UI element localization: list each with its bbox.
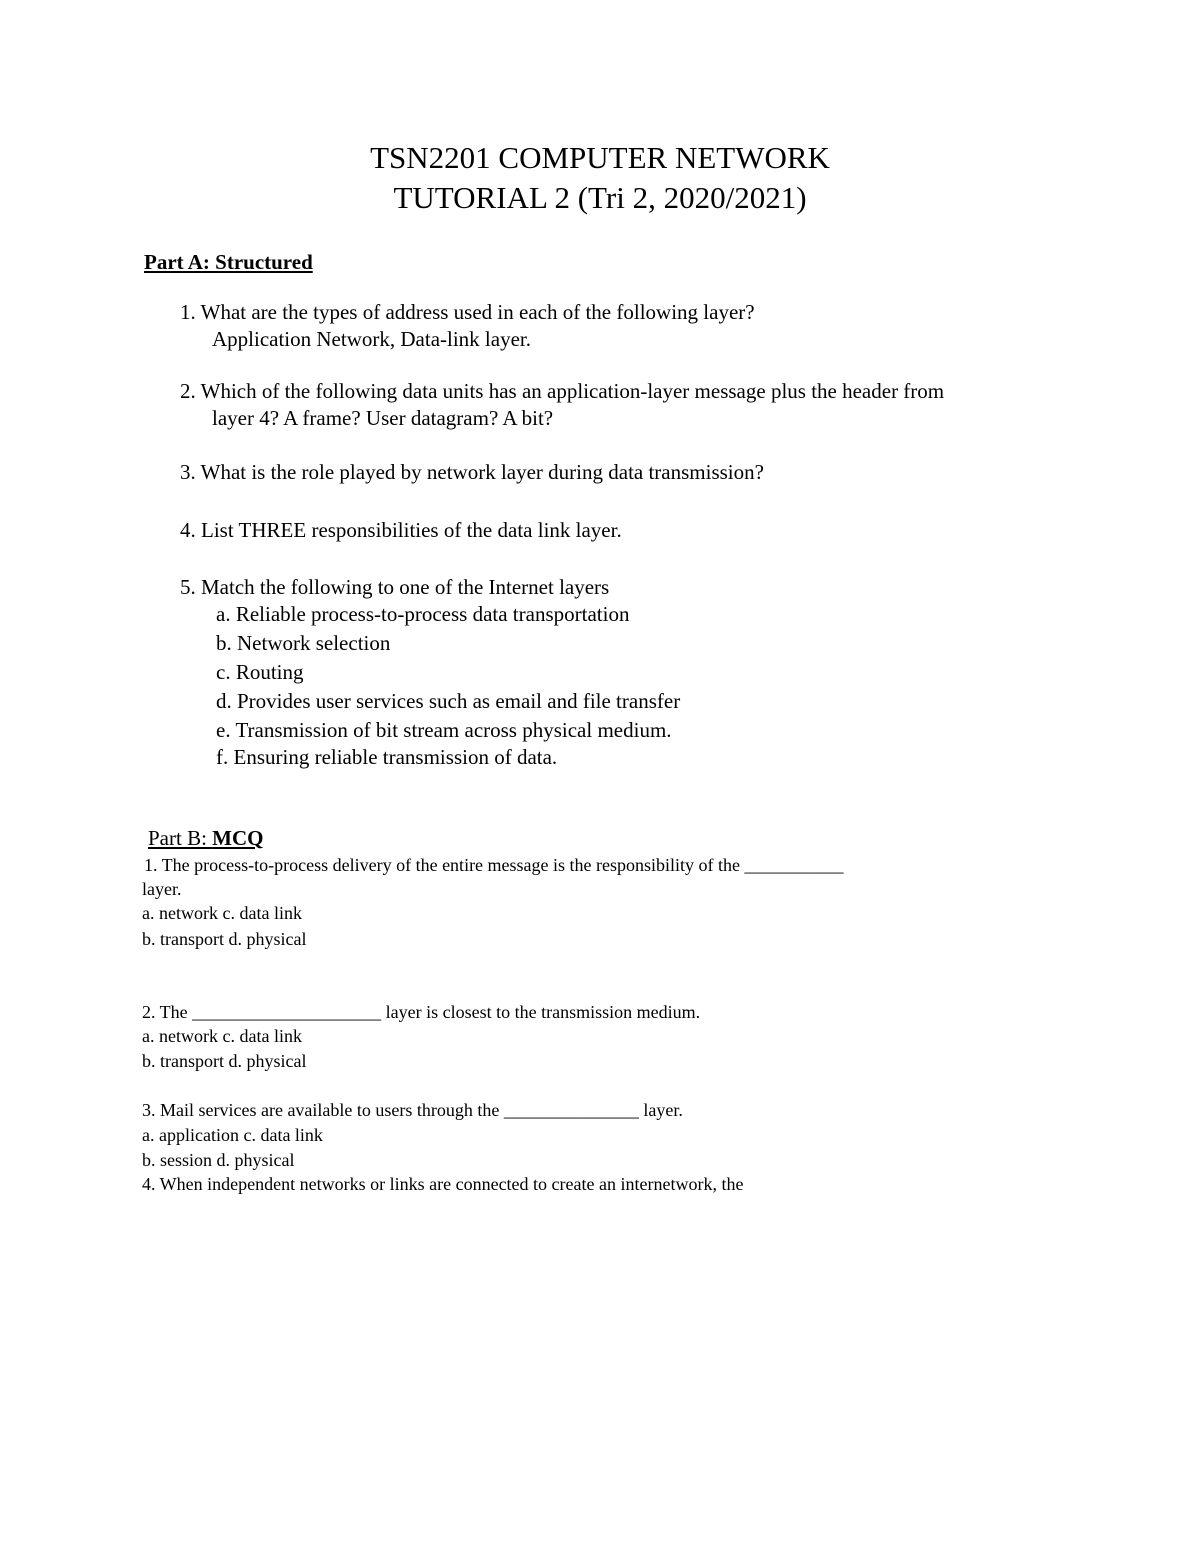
part-b-heading bbox=[148, 826, 264, 851]
part-b-question-2-options: a. network c. data link bbox=[142, 1026, 302, 1046]
part-b-question-3-options: b. session d. physical bbox=[142, 1150, 295, 1170]
part-a-question-2-continued: layer 4? A frame? User datagram? A bit? bbox=[212, 406, 554, 430]
part-b-heading-mcq: MCQ bbox=[212, 826, 264, 850]
part-b-heading-prefix: Part B: bbox=[148, 826, 213, 850]
part-b-question-1-options: b. transport d. physical bbox=[142, 929, 307, 949]
part-a-question-2: 2. Which of the following data units has an application-layer message plus the header from bbox=[180, 379, 945, 403]
part-b-question-1: 1. The process-to-process delivery of the entire message is the responsibility of the ___________ bbox=[144, 855, 844, 875]
part-b-question-4: 4. When independent networks or links are connected to create an internetwork, the bbox=[142, 1174, 744, 1194]
part-a-question-1-continued: Application Network, Data-link layer. bbox=[212, 327, 531, 351]
part-a-question-4: 4. List THREE responsibilities of the data link layer. bbox=[180, 518, 622, 542]
part-b-question-2-options: b. transport d. physical bbox=[142, 1051, 307, 1071]
part-a-question-5-option: e. Transmission of bit stream across physical medium. bbox=[216, 718, 672, 742]
part-a-question-5-option: d. Provides user services such as email and file transfer bbox=[216, 689, 681, 713]
part-a-question-5-option: b. Network selection bbox=[216, 631, 391, 655]
document-subtitle: TUTORIAL 2 (Tri 2, 2020/2021) bbox=[393, 180, 807, 215]
part-b-question-1-continued: layer. bbox=[142, 879, 182, 899]
part-a-question-1: 1. What are the types of address used in each of the following layer? bbox=[180, 300, 755, 324]
part-a-heading: Part A: Structured bbox=[144, 250, 313, 274]
part-b-question-2: 2. The _____________________ layer is closest to the transmission medium. bbox=[142, 1002, 701, 1022]
part-b-question-1-options: a. network c. data link bbox=[142, 903, 302, 923]
part-a-question-5-option: f. Ensuring reliable transmission of data. bbox=[216, 745, 558, 769]
document-title: TSN2201 COMPUTER NETWORK bbox=[370, 140, 830, 175]
part-b-question-3: 3. Mail services are available to users through the _______________ layer. bbox=[142, 1100, 683, 1120]
part-a-question-3: 3. What is the role played by network layer during data transmission? bbox=[180, 460, 764, 484]
part-b-question-3-options: a. application c. data link bbox=[142, 1125, 323, 1145]
part-a-question-5-option: c. Routing bbox=[216, 660, 304, 684]
part-a-question-5: 5. Match the following to one of the Internet layers bbox=[180, 575, 610, 599]
part-a-question-5-option: a. Reliable process-to-process data transportation bbox=[216, 602, 630, 626]
